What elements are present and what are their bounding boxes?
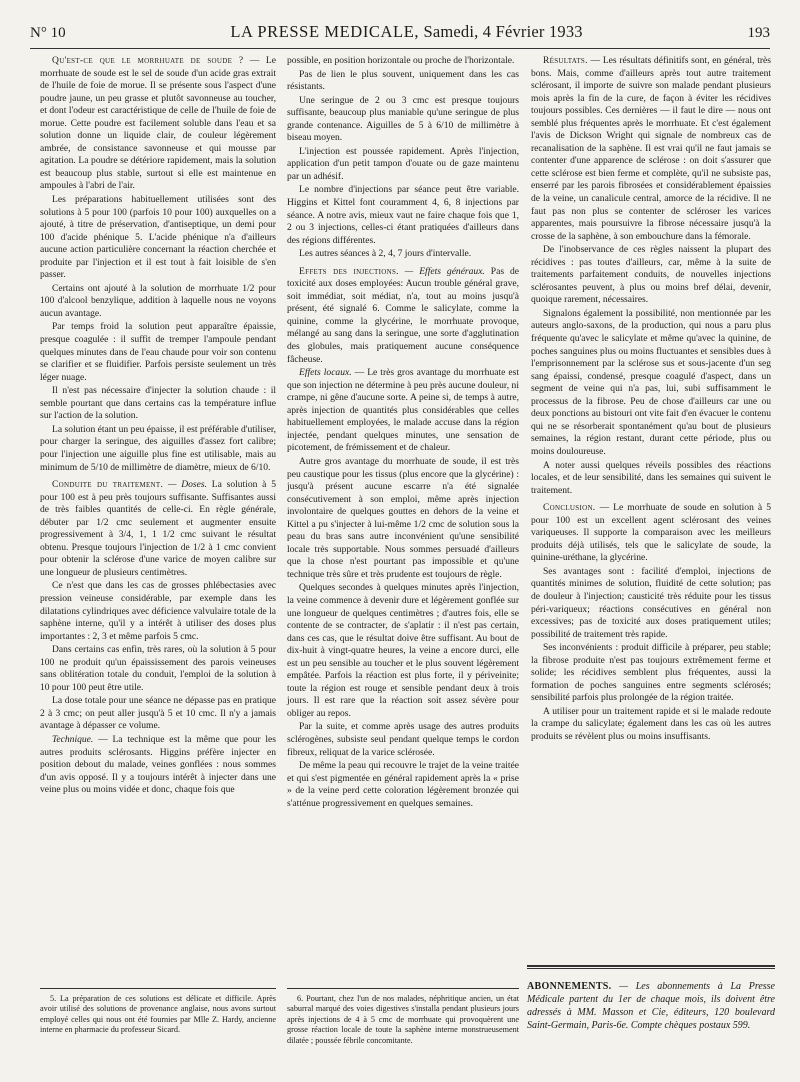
paragraph: Ce n'est que dans les cas de grosses phlébectasies avec pression veineuse considérable, par exemple dans les dilatations cylindriques avec déficience valvulaire totale de la saphène interne, qu'il y a intérêt à utiliser des doses plus importantes : 2, 3 et même parfois 5 cmc. [40,580,276,642]
paragraph: Il n'est pas nécessaire d'injecter la solution chaude : il semble pourtant que dans certains cas la température influe sur l'action de la solution. [40,385,276,422]
paragraph: Par temps froid la solution peut apparaître épaissie, presque coagulée : il suffit de tremper l'ampoule pendant quelques minutes dans de l'eau chaude pour voir son contenu se clarifier et se fluidifier. Parfois persiste seulement un très léger nuage. [40,321,276,383]
paragraph: Ses avantages sont : facilité d'emploi, injections de quantités minimes de solution, fluidité de cette solution; pas de douleur à l'injection; causticité très réduite pour les tissus péri-variqueux; réactions consécutives en général non excessives; pas de toxicité aux doses pratiquement utiles; possibilité de traitement très rapide. [531,565,771,640]
paragraph: Ses inconvénients : produit difficile à préparer, peu stable; la fibrose produite n'est pas toujours extrêmement ferme et solide; les récidives semblent plus fréquentes, aussi la formation de poches sanguines entre segments sclérosés; sensibilité parfois plus prolongée de la région traitée. [531,642,771,704]
paragraph: Quelques secondes à quelques minutes après l'injection, la veine commence à devenir dure et légèrement gonflée sur une longueur de quelques centimètres ; d'autres fois, elle se contente de se contracter, de s'aplatir : il n'est pas certain, dans ces cas, que le résultat doive être suffisant. Au bout de dix-huit à vingt-quatre heures, la veine a encore durci, elle est un peu sensible au toucher et le plus souvent légèrement empâtée. Parfois la réaction est plus forte, il y périveinite; toute la région est rouge et sensible pendant deux à trois jours. Il est rare que la réaction soit assez sévère pour obliger au repos. [287,582,519,719]
paragraph: Effets locaux. — Le très gros avantage du morrhuate est que son injection ne détermine à peu près aucune douleur, ni crampe, ni gêne d'aucune sorte. A peine si, de temps à autre, après injection de quantités plus considérables que celles habituellement employées, le malade accuse dans la région injectée, pendant quelques minutes, une sensation de picotement, de frémissement et de chaleur. [287,367,519,454]
masthead [230,22,582,42]
footnote-5: 5. La préparation de ces solutions est délicate et difficile. Après avoir utilisé des solutions de provenance anglaise, nous avons surtout employé celles qui nous ont été fournies par Mlle Z. Hardy, ancienne interne en pharmacie du professeur Sicard. [40,994,276,1035]
page-header [30,22,770,49]
paragraph: A utiliser pour un traitement rapide et si le malade redoute la crampe du salicylate; également dans les cas où les autres produits se révèlent plus ou moins insuffisants. [531,705,771,742]
column-middle [287,55,519,811]
paragraph: Autre gros avantage du morrhuate de soude, il est très peu caustique pour les tissus (plus encore que la glycérine) : jusqu'à présent aucune escarre n'a été signalée consécutivement à son emploi, même après injection involontaire de quelques gouttes en dehors de la veine et Kittel a pu s'injecter à lui-même 1/2 cmc de solution sous la peau du bras sans autre inconvénient qu'une sensibilité locale très supportable. Nous sommes persuadé d'ailleurs que la chose n'est pourtant pas impossible et qu'une technique très sûre et très prudente est toujours de règle. [287,455,519,580]
paragraph: La dose totale pour une séance ne dépasse pas en pratique 2 à 3 cmc; on peut aller jusqu'à 5 et 10 cmc. Il n'y a jamais avantage à dépasser ce volume. [40,695,276,732]
subheading: Effets locaux. [299,367,352,379]
footnote-divider [40,988,276,989]
section-heading: Qu'est-ce que le morrhuate de soude ? [52,55,244,66]
paragraph: Conduite du traitement. — Doses. La solution à 5 pour 100 est à peu près toujours suffisante. Suffisantes aussi de très faibles quantités de celle-ci. En règle générale, débuter par 1/2 cmc seulement et augmenter ensuite progressivement à 3/4, 1, 1 1/2 cmc suivant le résultat obtenu. Presque toujours l'injection de 1/2 à 1 cmc convient pour obtenir la sclérose d'une varice de moyen calibre sur une longueur de plusieurs centimètres. [40,479,276,578]
paragraph: Technique. — La technique est la même que pour les autres produits sclérosants. Higgins préfère injecter en position debout du malade, veines gonflées : nous sommes d'un avis opposé. Il y a toujours intérêt à injecter dans une veine plus ou moins vidée et donc, chaque fois que [40,733,276,796]
subheading: — Effets généraux. [398,265,485,277]
abonnement-rule [527,968,775,969]
section-heading: Conduite du traitement. [52,479,164,491]
paragraph: Conclusion. — Le morrhuate de soude en solution à 5 pour 100 est un excellent agent sclérosant des veines variqueuses. Il supporte la comparaison avec les meilleurs produits déjà utilisés, tels que le salicylate de soude, la quinine-uréthane, la glycérine. [531,502,771,564]
column-left [40,55,276,798]
section-heading: Effets des injections. [299,265,399,277]
page-number: 193 [747,25,770,41]
paragraph: Une seringue de 2 ou 3 cmc est presque toujours suffisante, beaucoup plus maniable qu'une seringue de plus grande contenance. Aiguilles de 5 à 6/10 de millimètre à biseau moyen. [287,94,519,144]
paragraph: Effets des injections. — Effets généraux. Pas de toxicité aux doses employées: Aucun trouble général grave, soit immédiat, soit médiat, n'a, tout au moins jusqu'à présent, été signalé 6. Comme le salicylate, comme la quinine, comme la glycérine, le morrhuate provoque, mélangé au sang dans la seringue, une sorte d'agglutination des globules, mais pratiquement aucune conséquence fâcheuse. [287,265,519,365]
paragraph: La solution étant un peu épaisse, il est préférable d'utiliser, pour charger la seringue, des aiguilles d'assez fort calibre; pour l'injection une aiguille plus fine est utilisable, mais au minimum de 5/10 de millimètre de diamètre, mieux de 6/10. [40,423,276,473]
subscription-text: — Les abonnements à La Presse Médicale partent du 1er de chaque mois, ils doivent être adressés à MM. Masson et Cie, éditeurs, 120 boulevard Saint-Germain, Paris-6e. Compte chèques postaux 599. [527,981,775,1031]
paragraph: Dans certains cas enfin, très rares, où la solution à 5 pour 100 ne produit qu'un épaississement des parois veineuses sans oblitération totale du conduit, l'emploi de la solution à 10 pour 100 peut être utile. [40,644,276,693]
journal-name: LA PRESSE MEDICALE, [230,22,420,41]
footnote-divider [287,988,519,989]
footnote-6: 6. Pourtant, chez l'un de nos malades, néphritique ancien, un état saburral marqué des voies digestives s'installa pendant plusieurs jours après injections de 4 à 5 cmc de morrhuate qui provoquèrent une grosse réaction locale de toute la saphène interne monstrueusement dilatée ; poussée fébrile concomitante. [287,994,519,1045]
issue-date: Samedi, 4 Février 1933 [419,22,583,41]
paragraph: De même la peau qui recouvre le trajet de la veine traitée et qui s'est pigmentée en général rapidement après la « prise » de la veine perd cette coloration légèrement bronzée qui s'atténue progressivement en quelques semaines. [287,760,519,809]
section-heading: Conclusion. [543,502,596,514]
paragraph: De l'inobservance de ces règles naissent la plupart des récidives : pas toutes d'ailleurs, car, même à la suite de traitements parfaitement conduits, de nouvelles injections sclérosantes peuvent, à plus ou moins bref délai, devenir, quoique rarement, nécessaires. [531,244,771,306]
paragraph: Les préparations habituellement utilisées sont des solutions à 5 pour 100 (parfois 10 pour 100) auxquelles on a ajouté, à titre de préservation, d'antiseptique, un demi pour 100 d'acide phénique 5. L'acide phénique n'a d'ailleurs aucune action particulière concernant la réaction cherchée et produite par l'injection et il est tout à fait loisible de s'en passer. [40,194,276,281]
subheading: — Doses. [163,479,207,491]
paragraph: Par la suite, et comme après usage des autres produits sclérogènes, subsiste seul pendant quelque temps le cordon fibreux, reliquat de la varice sclérosée. [287,721,519,758]
paragraph: Le nombre d'injections par séance peut être variable. Higgins et Kittel font couramment 4, 6, 8 injections par séance. A notre avis, mieux vaut ne faire chaque fois que 1, 2 ou 3 injections, celles-ci étant pratiquées d'ailleurs dans des régions différentes. [287,184,519,246]
paragraph: possible, en position horizontale ou proche de l'horizontale. [287,55,515,66]
column-right [531,55,771,745]
paragraph: Certains ont ajouté à la solution de morrhuate 1/2 pour 100 d'alcool benzylique, addition à laquelle nous ne voyons aucun avantage. [40,282,276,319]
paragraph: Les autres séances à 2, 4, 7 jours d'intervalle. [299,248,472,260]
paragraph: Résultats. — Les résultats définitifs sont, en général, très bons. Mais, comme d'ailleurs après tout autre traitement sclérosant, il importe de suivre son malade pendant plusieurs mois après la fin de la cure, de façon à éviter les récidives toujours possibles. Ces dernières — il faut le dire — nous ont semblé plus fréquentes après le morrhuate. Et c'est également l'avis de Dickson Wright qui signale de nombreux cas de recanalisation de la saphène. Il est vrai qu'il ne faut jamais se contenter d'une apparence de sclérose : on doit s'assurer que cette sclérose est bien ferme et complète, qu'il ne subsiste pas, enserré par les parois fibrosées et considérablement épaissies de la veine, un canalicule central, amorce de la récidive. Il ne faut pas non plus se contenter de scléroser les varices apparentes, mais poursuivre la fibrose nécessaire jusqu'à la crosse de la saphène, à son embouchure dans la fémorale. [531,55,771,242]
subscription-heading: ABONNEMENTS. [527,981,612,992]
subscription-notice [527,980,775,1032]
paragraph: A noter aussi quelques réveils possibles des réactions locales, et de leur sensibilité, dans les semaines qui suivent le traitement. [531,459,771,496]
paragraph: Signalons également la possibilité, non mentionnée par les auteurs anglo-saxons, de la production, qui nous a paru plus fréquente qu'avec le salicylate et même qu'avec la quinine, de poches sanguines plus ou moins fluctuantes et sensibles dues à l'emprisonnement par la sclérose sus et sous-jacente d'un seg sang épaissi, condensé, presque coagulé d'aspect, dans un segment de veine qui n'a pas, lui, subi suffisamment le processus de la fibrose. Peu de chose d'ailleurs car une ou deux ponctions au bistouri ont vite fait d'en évacuer le contenu qui ne se résorberait spontanément qu'au bout de plusieurs semaines, la région restant, durant cette période, plus ou moins douloureuse. [531,307,771,457]
paragraph: Pas de lien le plus souvent, uniquement dans les cas résistants. [287,68,519,93]
abonnement-rule [527,965,775,967]
paragraph: Qu'est-ce que le morrhuate de soude ? — Le morrhuate de soude est le sel de soude d'un acide gras extrait de l'huile de foie de morue. Il se présente sous l'aspect d'une poudre jaune, un peu grasse et plutôt savonneuse au toucher, et dont l'odeur est caractéristique de celle de l'huile de foie de morue. Cette poudre est facilement soluble dans l'eau et sa solution donne un liquide clair, de couleur légèrement ambrée, de consistance savonneuse et qui mousse par agitation. La poudre se détériore rapidement, mais la solution est beaucoup plus stable, surtout si elle est maintenue en ampoules à l'abri de l'air. [40,55,276,192]
paragraph: L'injection est poussée rapidement. Après l'injection, application d'un petit tampon d'ouate ou de gaze maintenu par un adhésif. [287,145,519,182]
subheading: Technique. [52,733,94,745]
section-heading: Résultats. [543,55,588,66]
issue-number: N° 10 [30,25,66,41]
